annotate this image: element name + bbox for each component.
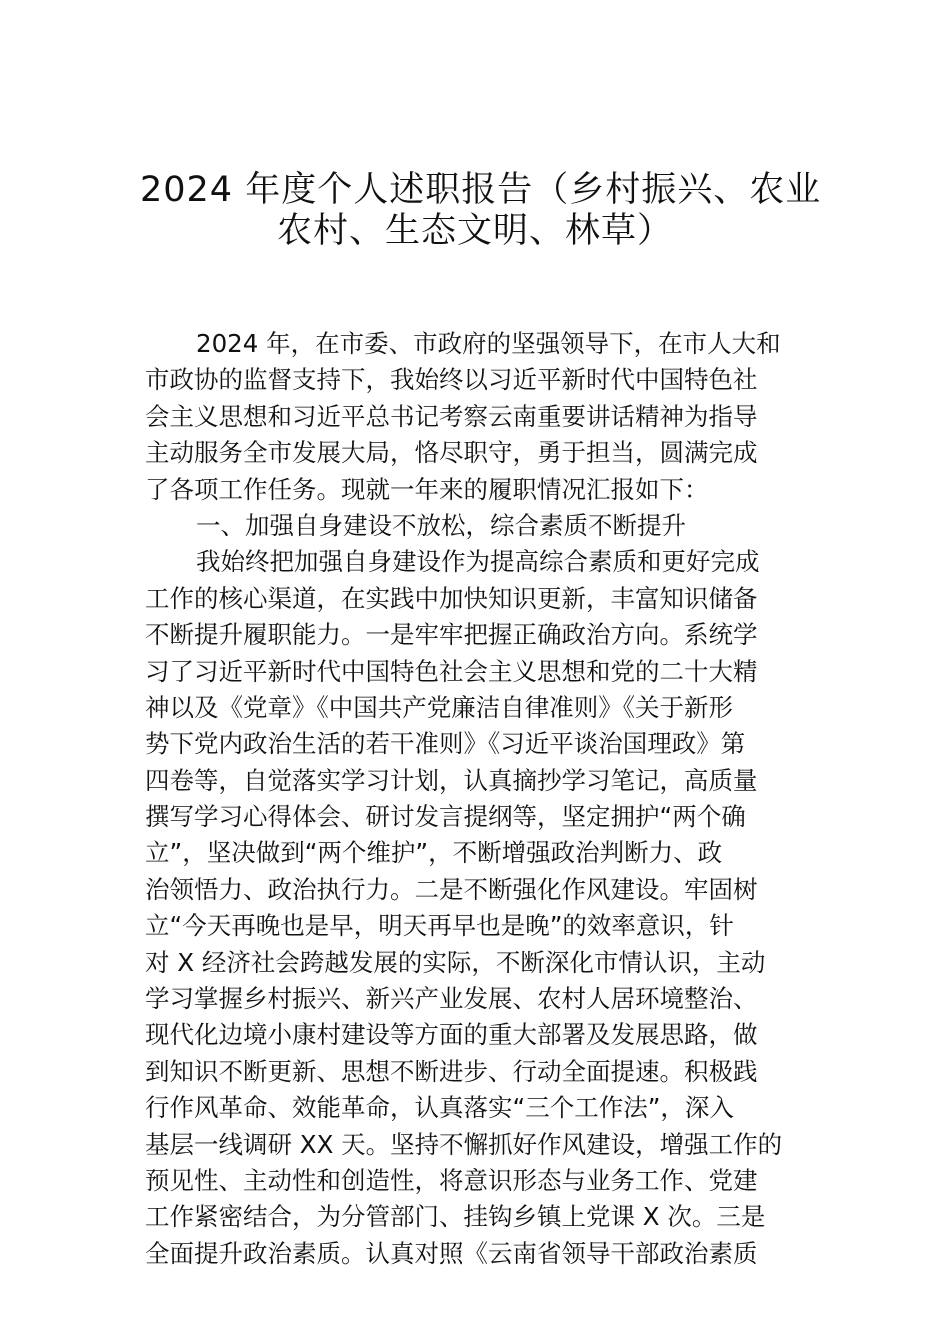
section-1-paragraph-line: 四卷等，自觉落实学习计划，认真摘抄学习笔记，高质量 [145, 765, 758, 795]
section-1-paragraph-line: 神以及《党章》《中国共产党廉洁自律准则》《关于新形 [145, 692, 733, 722]
intro-paragraph-line: 了各项工作任务。现就一年来的履职情况汇报如下： [145, 474, 709, 504]
section-1-paragraph-line: 对 X 经济社会跨越发展的实际，不断深化市情认识，主动 [145, 947, 766, 977]
section-1-paragraph-line: 治领悟力、政治执行力。二是不断强化作风建设。牢固树 [145, 874, 758, 904]
section-1-paragraph-line: 预见性、主动性和创造性，将意识形态与业务工作、党建 [145, 1165, 758, 1195]
section-1-paragraph-line: 行作风革命、效能革命，认真落实“三个工作法”，深入 [145, 1093, 734, 1123]
section-1-paragraph-line: 立“今天再晚也是早，明天再早也是晚”的效率意识，针 [145, 911, 734, 941]
section-1-paragraph-line: 撰写学习心得体会、研讨发言提纲等，坚定拥护“两个确 [145, 802, 746, 832]
document-body [145, 326, 825, 1272]
intro-paragraph-line: 市政协的监督支持下，我始终以习近平新时代中国特色社 [145, 365, 758, 395]
document-title-line-1: 2024 年度个人述职报告（乡村振兴、农业 [140, 170, 822, 210]
section-1-paragraph-line: 立”，坚决做到“两个维护”，不断增强政治判断力、政 [145, 838, 723, 868]
section-1-paragraph-line: 不断提升履职能力。一是牢牢把握正确政治方向。系统学 [145, 620, 758, 650]
section-1-paragraph-line: 我始终把加强自身建设作为提高综合素质和更好完成 [196, 547, 760, 577]
section-1-paragraph-line: 工作的核心渠道，在实践中加快知识更新，丰富知识储备 [145, 583, 758, 613]
section-1-paragraph-line: 势下党内政治生活的若干准则》《习近平谈治国理政》第 [145, 729, 746, 759]
section-1-paragraph-line: 到知识不断更新、思想不断进步、行动全面提速。积极践 [145, 1056, 758, 1086]
section-1-paragraph-line: 学习掌握乡村振兴、新兴产业发展、农村人居环境整治、 [145, 984, 758, 1014]
section-1-paragraph-line: 习了习近平新时代中国特色社会主义思想和党的二十大精 [145, 656, 758, 686]
section-1-paragraph-line: 现代化边境小康村建设等方面的重大部署及发展思路，做 [145, 1020, 758, 1050]
section-1-paragraph-line: 工作紧密结合，为分管部门、挂钩乡镇上党课 X 次。三是 [145, 1202, 766, 1232]
section-1-paragraph-line: 基层一线调研 XX 天。坚持不懈抓好作风建设，增强工作的 [145, 1129, 783, 1159]
intro-paragraph-line: 主动服务全市发展大局，恪尽职守，勇于担当，圆满完成 [145, 438, 758, 468]
section-1-paragraph-line: 全面提升政治素质。认真对照《云南省领导干部政治素质 [145, 1238, 758, 1268]
document-title-line-2: 农村、生态文明、林草） [276, 211, 673, 251]
intro-paragraph-line: 会主义思想和习近平总书记考察云南重要讲话精神为指导 [145, 401, 758, 431]
section-heading-1: 一、加强自身建设不放松，综合素质不断提升 [196, 510, 686, 540]
intro-paragraph-line: 2024 年，在市委、市政府的坚强领导下，在市人大和 [196, 329, 781, 358]
